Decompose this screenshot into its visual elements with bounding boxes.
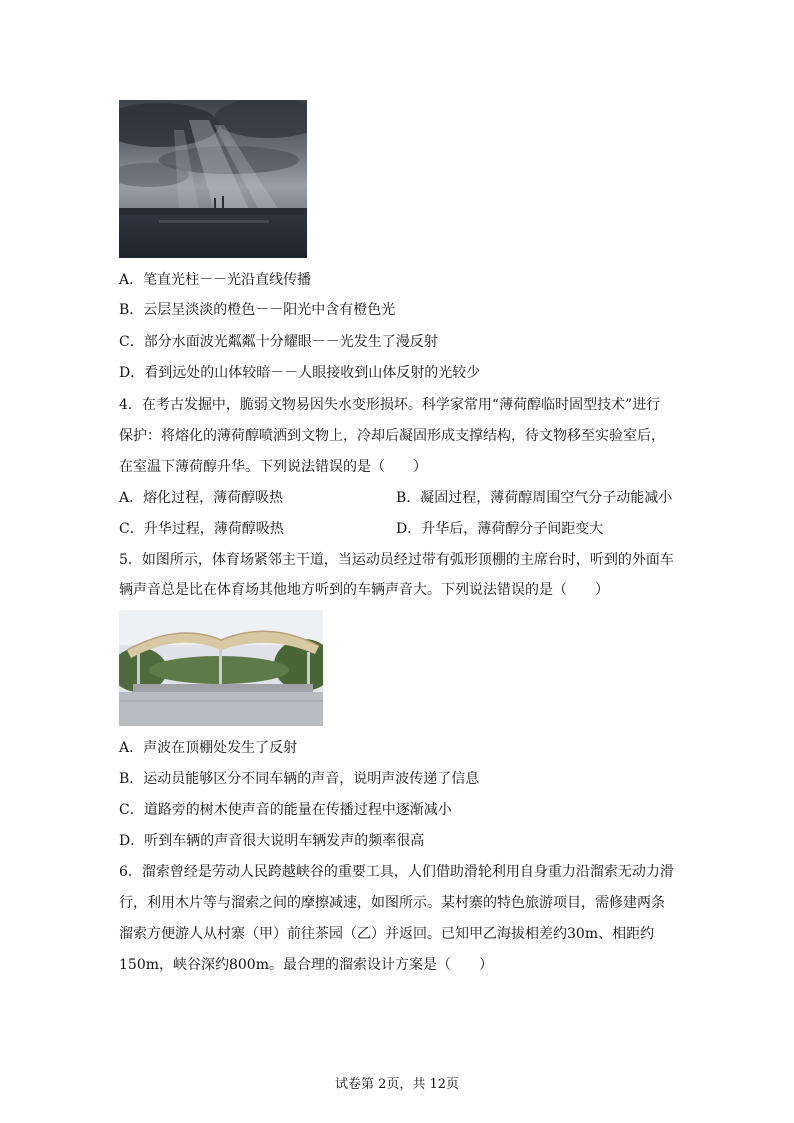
q3-option-b: B．云层呈淡淡的橙色－－阳光中含有橙色光	[119, 302, 396, 318]
q4-option-d: D．升华后，薄荷醇分子间距变大	[396, 521, 604, 537]
q5-option-b: B．运动员能够区分不同车辆的声音，说明声波传递了信息	[119, 771, 480, 787]
page-footer: 试卷第 2页，共 12页	[334, 1077, 460, 1092]
q6-stem-line-1: 6．溜索曾经是劳动人民跨越峡谷的重要工具，人们借助滑轮利用自身重力沿溜索无动力滑	[119, 864, 674, 880]
q3-option-c: C．部分水面波光粼粼十分耀眼－－光发生了漫反射	[119, 334, 438, 350]
q4-stem-line-3: 在室温下薄荷醇升华。下列说法错误的是（ ）	[119, 459, 427, 475]
q4-stem-line-1: 4．在考古发掘中，脆弱文物易因失水变形损坏。科学家常用“薄荷醇临时固型技术”进行	[119, 397, 661, 413]
q3-option-a: A．笔直光柱－－光沿直线传播	[119, 272, 312, 288]
q6-stem-line-3: 溜索方便游人从村寨（甲）前往茶园（乙）并返回。已知甲乙海拔相差约30m、相距约	[119, 926, 655, 942]
q4-stem-line-2: 保护：将熔化的薄荷醇喷洒到文物上，冷却后凝固形成支撑结构，待文物移至实验室后，	[119, 428, 665, 444]
q3-option-d: D．看到远处的山体较暗－－人眼接收到山体反射的光较少	[119, 365, 481, 381]
q5-stem-line-1: 5．如图所示，体育场紧邻主干道，当运动员经过带有弧形顶棚的主席台时，听到的外面车	[119, 552, 674, 568]
q5-option-c: C．道路旁的树木使声音的能量在传播过程中逐渐减小	[119, 802, 452, 818]
q6-stem-line-4: 150m，峡谷深约800m。最合理的溜索设计方案是（ ）	[119, 957, 493, 973]
q5-option-a: A．声波在顶棚处发生了反射	[119, 740, 298, 756]
q5-stem-line-2: 辆声音总是比在体育场其他地方听到的车辆声音大。下列说法错误的是（ ）	[119, 582, 609, 598]
q5-option-d: D．听到车辆的声音很大说明车辆发声的频率很高	[119, 833, 425, 849]
q4-option-c: C．升华过程，薄荷醇吸热	[119, 521, 284, 537]
sunbeam-photo	[119, 100, 307, 258]
stadium-canopy-photo	[119, 610, 323, 726]
q4-option-a: A．熔化过程，薄荷醇吸热	[119, 490, 284, 506]
q6-stem-line-2: 行，利用木片等与溜索之间的摩擦减速，如图所示。某村寨的特色旅游项目，需修建两条	[119, 895, 665, 911]
q4-option-b: B．凝固过程，薄荷醇周围空气分子动能减小	[396, 490, 673, 506]
